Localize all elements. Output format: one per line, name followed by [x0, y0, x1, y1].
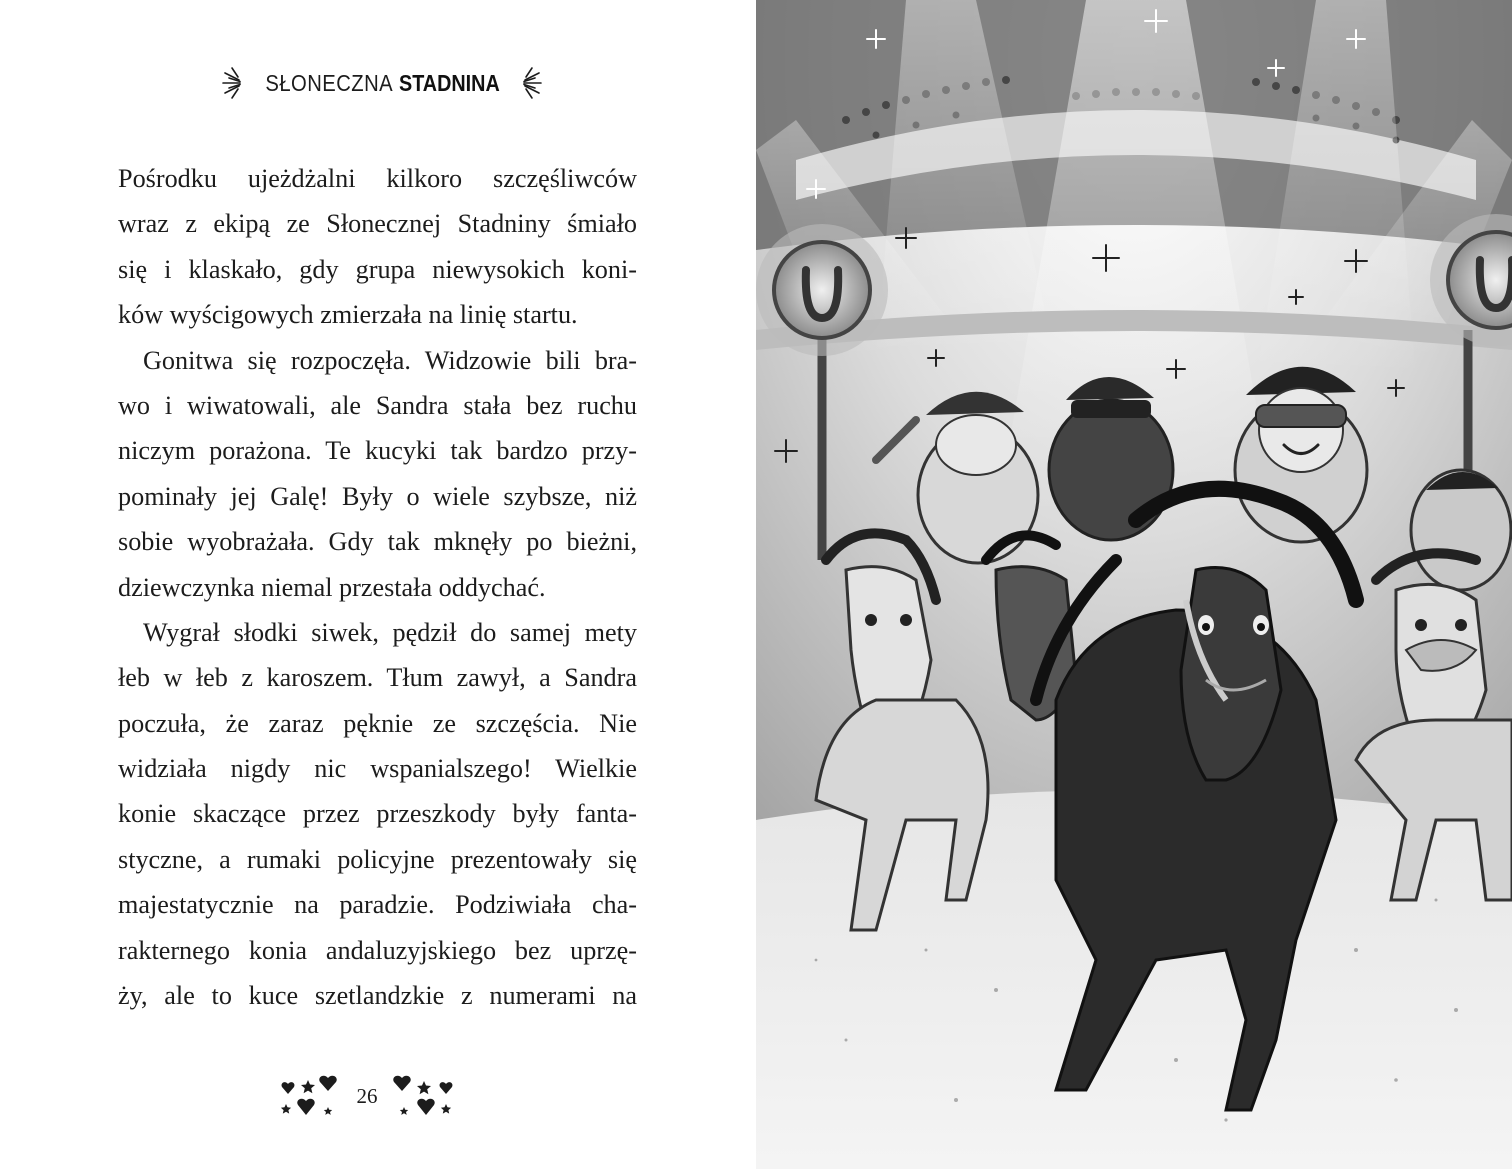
pony-race-illustration	[756, 0, 1512, 1169]
series-title-bold: STADNINA	[398, 69, 500, 96]
series-title-light: SŁONECZNA	[265, 69, 393, 96]
running-header	[246, 62, 518, 104]
text-line: wo i wiwatowali, ale Sandra stała bez ruchu	[118, 390, 637, 420]
text-line: ków wyścigowych zmierzała na linię startu.	[118, 300, 578, 330]
hearts-stars-ornament-icon	[388, 1074, 458, 1122]
sparkle-burst-icon	[220, 66, 242, 100]
right-page	[756, 0, 1512, 1169]
text-line: się i klaskało, gdy grupa niewysokich koni-	[118, 254, 637, 284]
text-line: ży, ale to kuce szetlandzkie z numerami na	[118, 981, 637, 1011]
text-line: styczne, a rumaki policyjne prezentowały się	[118, 844, 637, 874]
text-line: dziewczynka niemal przestała oddychać.	[118, 572, 546, 602]
body-text	[118, 156, 637, 1018]
book-series-title	[248, 70, 516, 97]
text-line: poczuła, że zaraz pęknie ze szczęścia. Nie	[118, 708, 637, 738]
text-line: łeb w łeb z karoszem. Tłum zawył, a Sandra	[118, 663, 637, 693]
hearts-stars-ornament-icon	[276, 1074, 346, 1122]
text-line: pominały jej Galę! Były o wiele szybsze, niż	[118, 481, 637, 511]
text-line: niczym porażona. Te kucyki tak bardzo przy-	[118, 436, 637, 466]
text-line: wraz z ekipą ze Słonecznej Stadniny śmiało	[118, 209, 637, 239]
page-number: 26	[356, 1084, 378, 1108]
text-line: majestatycznie na paradzie. Podziwiała cha-	[118, 890, 637, 920]
text-line: Gonitwa się rozpoczęła. Widzowie bili bra-	[143, 345, 637, 375]
text-line: konie skaczące przez przeszkody były fanta-	[118, 799, 637, 829]
sparkle-burst-icon	[522, 66, 544, 100]
text-line: rakternego konia andaluzyjskiego bez uprzę-	[118, 935, 637, 965]
text-line: Wygrał słodki siwek, pędził do samej mety	[143, 617, 637, 647]
text-line: sobie wyobrażała. Gdy tak mknęły po bieżni,	[118, 527, 637, 557]
text-line: Pośrodku ujeżdżalni kilkoro szczęśliwców	[118, 164, 637, 193]
text-line: widziała nigdy nic wspanialszego! Wielkie	[118, 754, 637, 784]
page-footer	[270, 1072, 460, 1124]
